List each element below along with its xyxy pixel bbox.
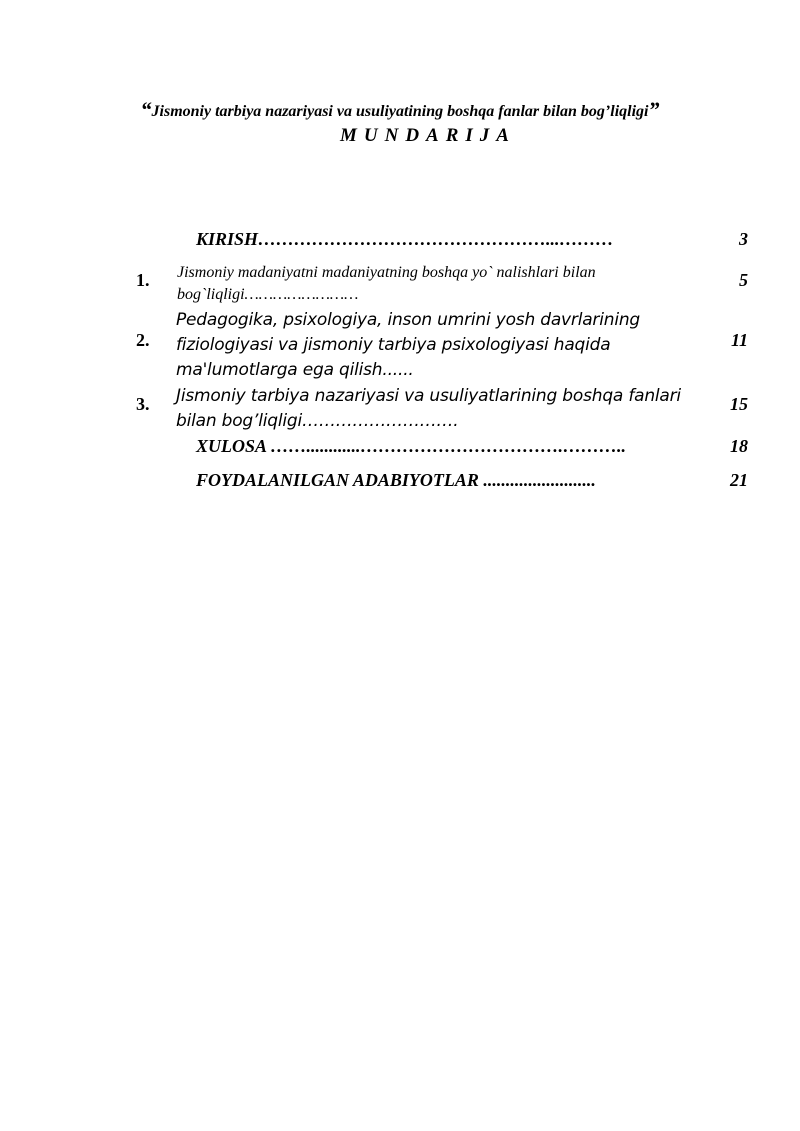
toc-item2-line2: fiziologiyasi va jismoniy tarbiya psixologiyasi haqida	[176, 335, 611, 355]
document-title	[0, 97, 800, 123]
toc-item2-title	[176, 308, 706, 383]
toc-item3-title	[176, 384, 706, 434]
contents-heading: MUNDARIJA	[340, 125, 516, 146]
toc-item1-line2: bog`liqligi……………………	[177, 286, 359, 303]
toc-conclusion-page: 18	[730, 436, 748, 456]
toc-item1-number: 1.	[136, 270, 150, 290]
toc-item2-page: 11	[730, 330, 748, 350]
toc-item1-line1: Jismoniy madaniyatni madaniyatning boshqa yo` nalishlari bilan	[177, 264, 596, 281]
toc-item3-line2: bilan bog’liqligi……………………….	[176, 411, 459, 431]
toc-item1-title	[177, 262, 697, 306]
toc-item3-line1: Jismoniy tarbiya nazariyasi va usuliyatlarining boshqa fanlari	[176, 386, 681, 406]
open-quote: “	[140, 97, 152, 122]
document-title-text: Jismoniy tarbiya nazariyasi va usuliyatining boshqa fanlar bilan bog’liqligi	[151, 103, 649, 120]
toc-item2-number: 2.	[136, 330, 150, 350]
toc-references-label: FOYDALANILGAN ADABIYOTLAR .........................	[196, 470, 596, 490]
toc-item1-page: 5	[739, 270, 748, 290]
toc-intro-page: 3	[739, 229, 748, 249]
toc-item3-page: 15	[730, 394, 748, 414]
toc-references-page: 21	[730, 470, 748, 490]
toc-item2-line1: Pedagogika, psixologiya, inson umrini yosh davrlarining	[176, 310, 641, 330]
toc-item2-line3: ma'lumotlarga ega qilish......	[176, 360, 414, 380]
toc-intro-label: KIRISH…………………………………………...………	[196, 229, 614, 249]
toc-item3-number: 3.	[136, 394, 150, 414]
toc-conclusion-label: XULOSA ……............…………………………….………..	[196, 436, 627, 456]
close-quote: ”	[648, 97, 660, 122]
